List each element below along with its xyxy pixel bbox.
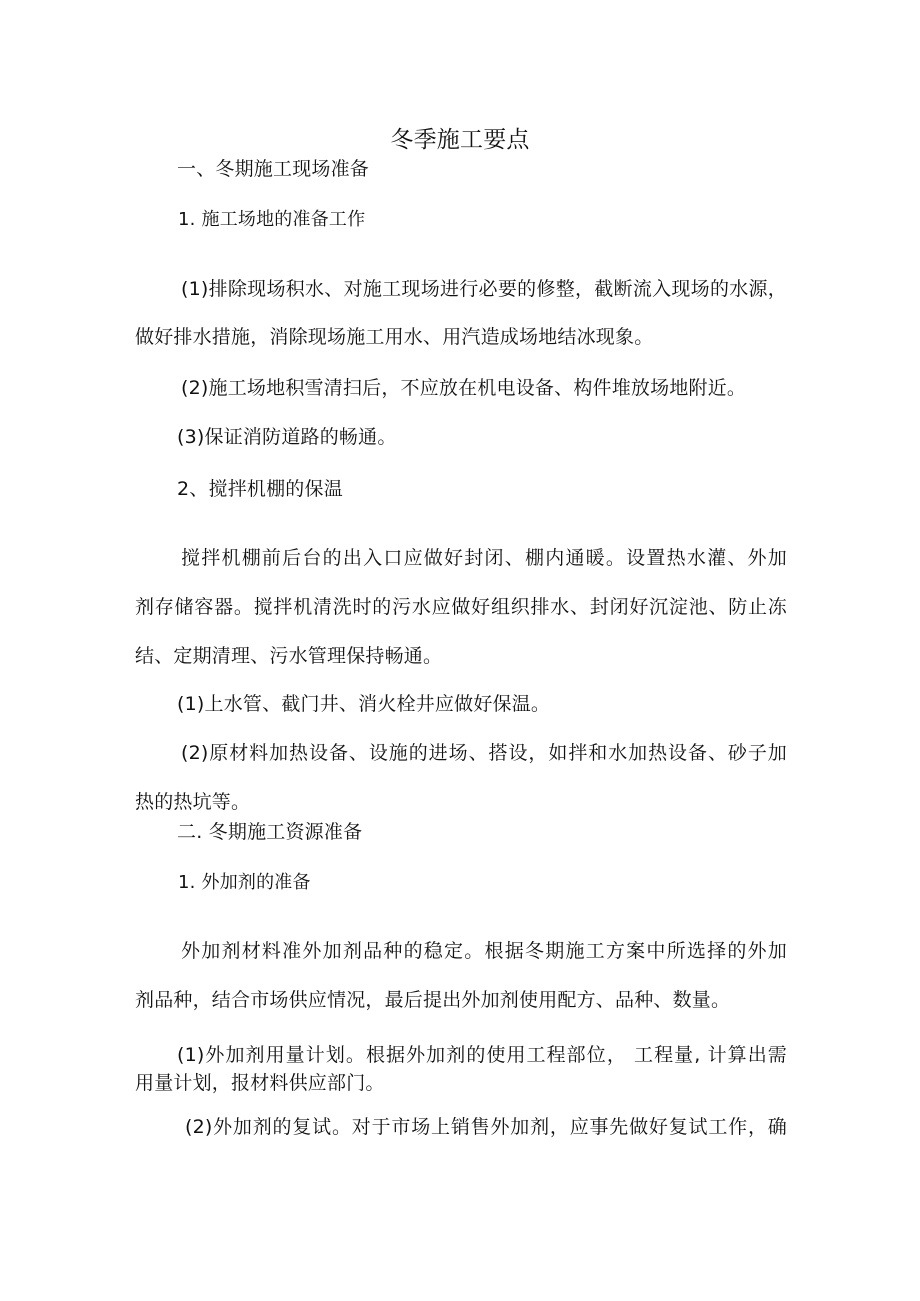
paragraph-1-1-1-line2: 做好排水措施，消除现场施工用水、用汽造成场地结冰现象。	[135, 326, 654, 348]
subsection-2-1-heading: 1. 外加剂的准备	[178, 872, 311, 893]
paragraph-1-2-2-line1: (2)原材料加热设备、设施的进场、搭设，如拌和水加热设备、砂子加	[181, 742, 787, 764]
paragraph-1-2-1: (1)上水管、截门井、消火栓井应做好保温。	[177, 693, 551, 715]
paragraph-1-2-2-line2: 热的热坑等。	[135, 791, 251, 813]
document-title: 冬季施工要点	[390, 127, 530, 153]
paragraph-1-2-intro-line2: 剂存储容器。搅拌机清洗时的污水应做好组织排水、封闭好沉淀池、防止冻	[135, 596, 787, 618]
paragraph-1-1-3: (3)保证消防道路的畅通。	[177, 426, 397, 448]
paragraph-1-1-1-line1: (1)排除现场积水、对施工现场进行必要的修整，截断流入现场的水源，	[181, 278, 787, 300]
paragraph-2-1-2-line1: (2)外加剂的复试。对于市场上销售外加剂，应事先做好复试工作，确	[185, 1116, 787, 1138]
subsection-1-2-heading: 2、搅拌机棚的保温	[177, 478, 343, 500]
section-1-heading: 一、冬期施工现场准备	[177, 158, 370, 180]
paragraph-2-1-1-line1: (1)外加剂用量计划。根据外加剂的使用工程部位， 工程量, 计算出需	[177, 1044, 787, 1066]
section-2-heading: 二. 冬期施工资源准备	[177, 821, 363, 843]
paragraph-2-1-intro-line1: 外加剂材料准外加剂品种的稳定。根据冬期施工方案中所选择的外加	[181, 940, 787, 962]
paragraph-1-2-intro-line1: 搅拌机棚前后台的出入口应做好封闭、棚内通暖。设置热水灌、外加	[181, 547, 787, 569]
paragraph-2-1-intro-line2: 剂品种，结合市场供应情况，最后提出外加剂使用配方、品种、数量。	[135, 989, 731, 1011]
paragraph-1-2-intro-line3: 结、定期清理、污水管理保持畅通。	[135, 645, 443, 667]
paragraph-2-1-1-line2: 用量计划，报材料供应部门。	[135, 1072, 385, 1094]
subsection-1-1-heading: 1. 施工场地的准备工作	[178, 209, 366, 230]
paragraph-1-1-2: (2)施工场地积雪清扫后，不应放在机电设备、构件堆放场地附近。	[181, 377, 747, 399]
